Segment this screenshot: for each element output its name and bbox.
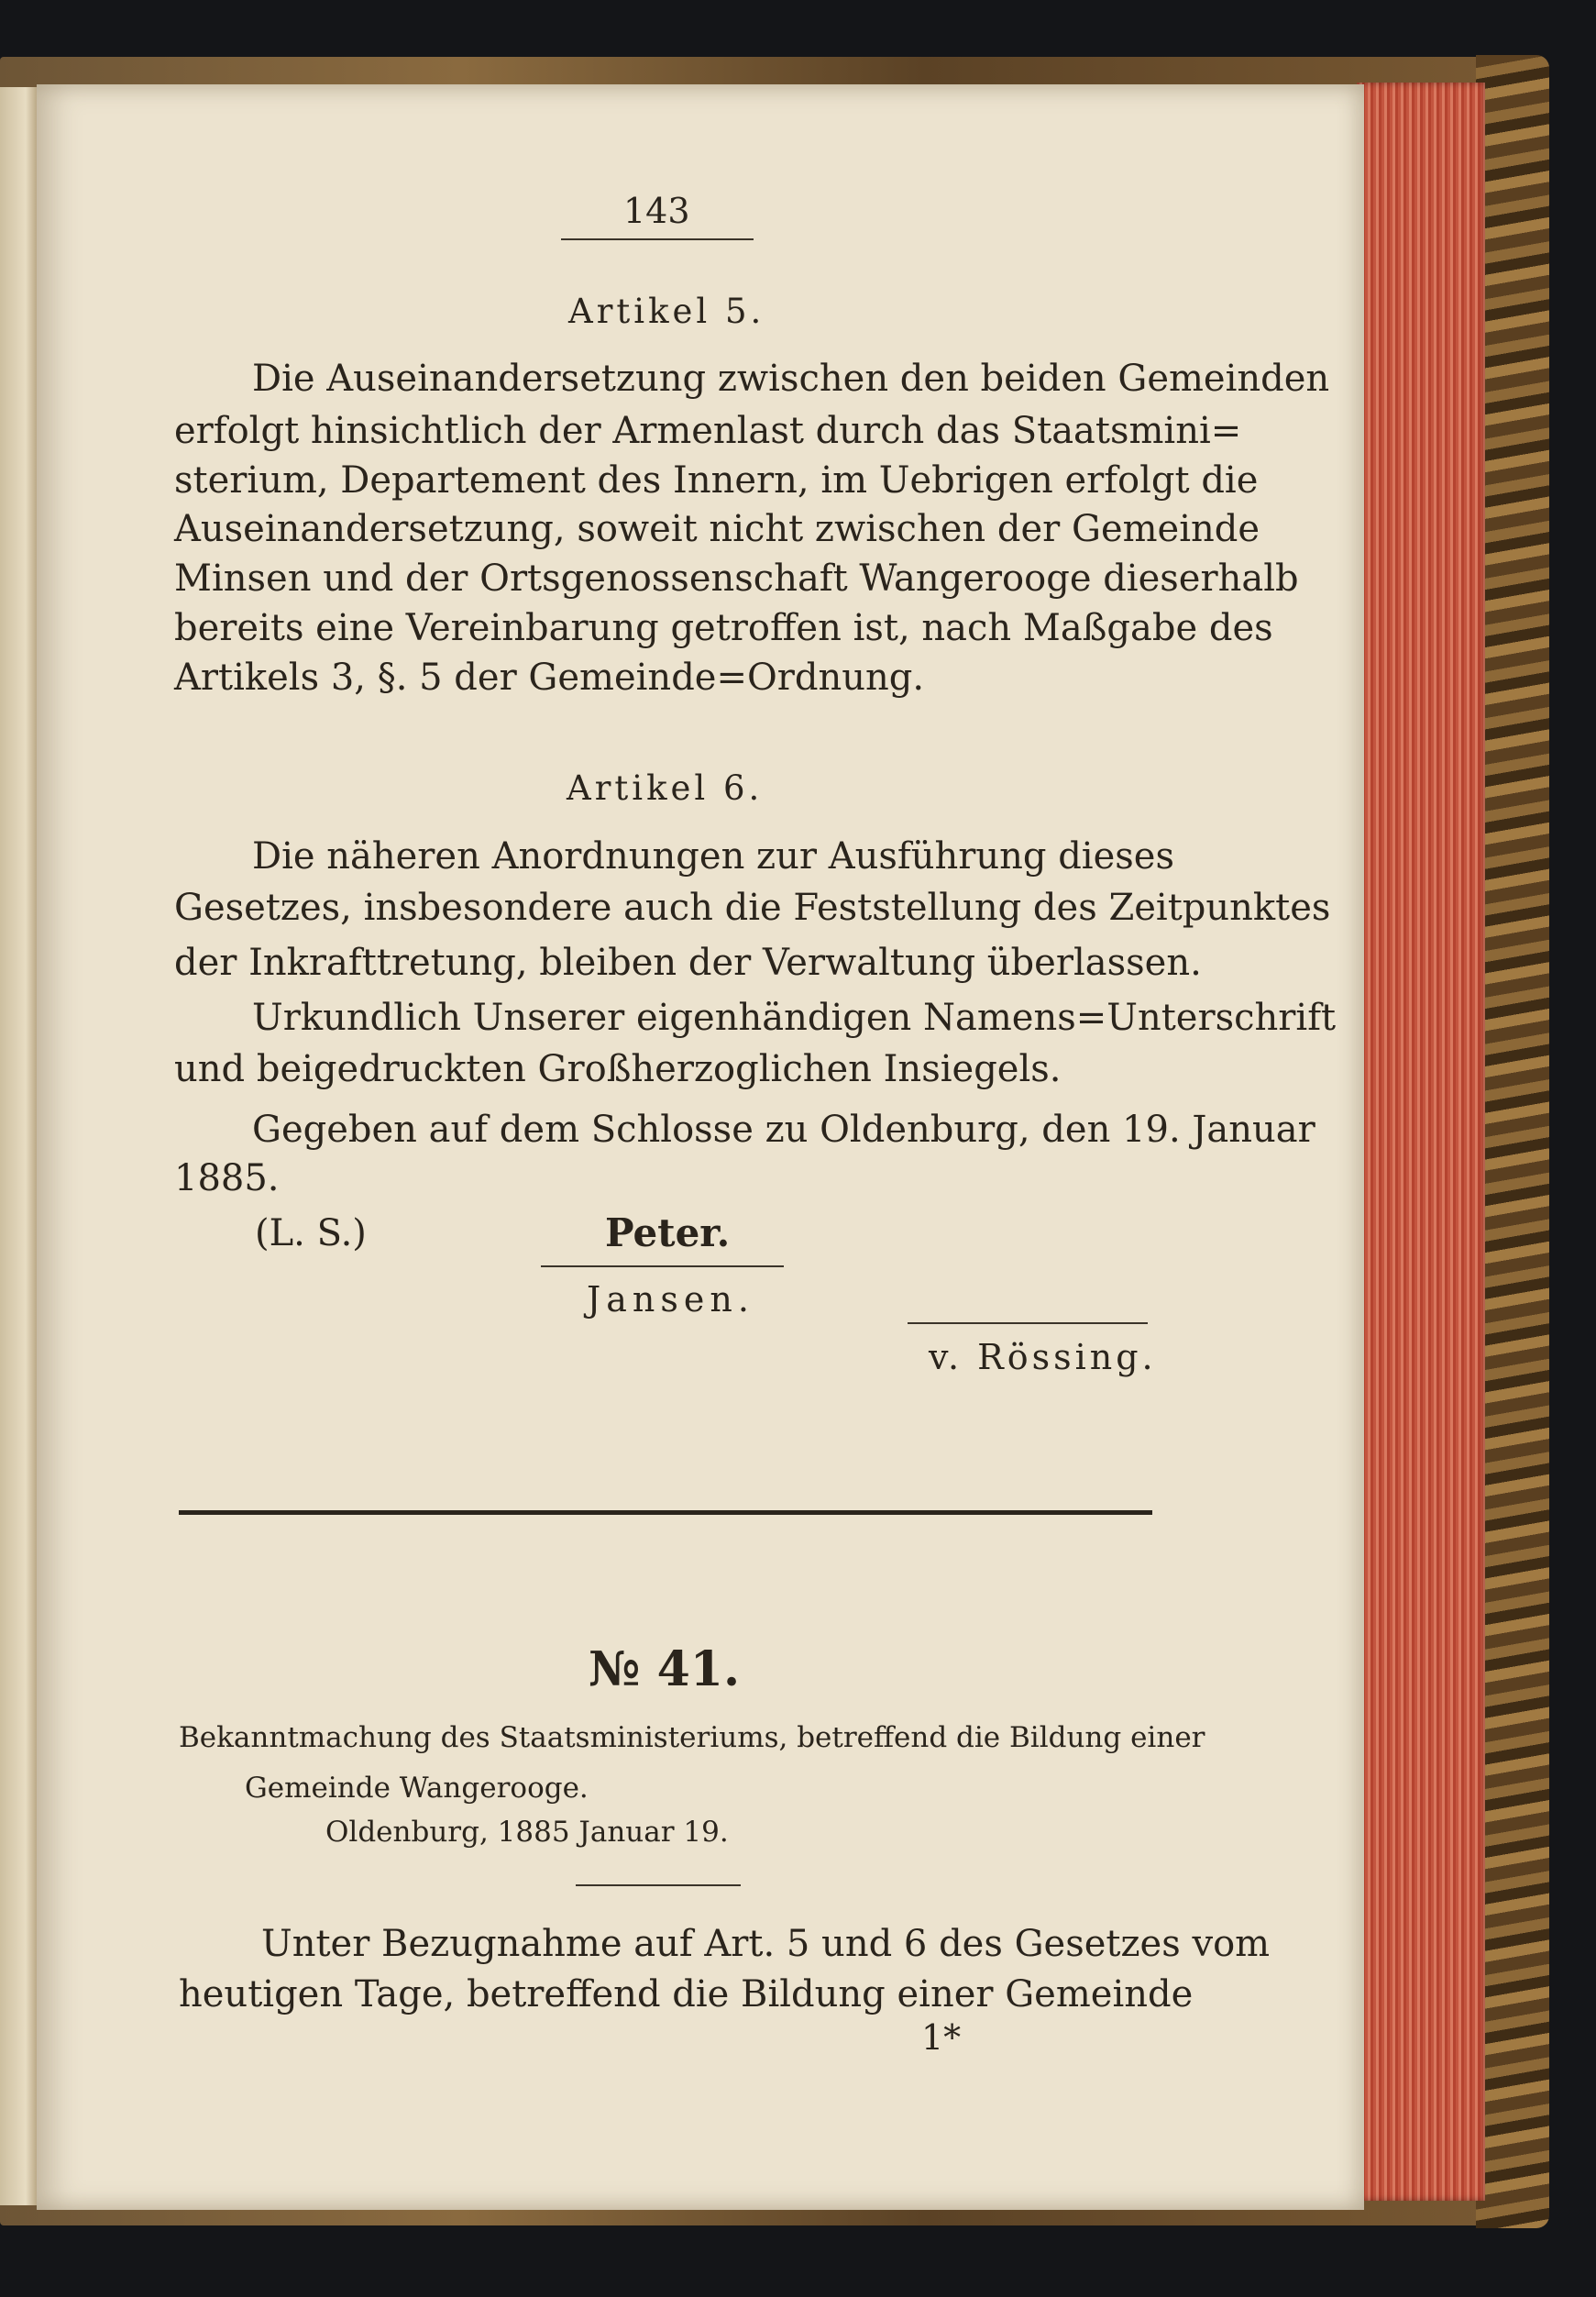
notice-title-line: Gemeinde Wangerooge.	[245, 1772, 589, 1805]
red-page-edges	[1357, 83, 1485, 2201]
dateline: Oldenburg, 1885 Januar 19.	[325, 1816, 729, 1849]
number-heading: № 41.	[589, 1641, 741, 1697]
dateline-rule	[576, 1884, 741, 1886]
artikel-5-line: Auseinandersetzung, soweit nicht zwischen der Gemeinde	[174, 508, 1260, 550]
artikel-5-line: sterium, Departement des Innern, im Uebrigen erfolgt die	[174, 459, 1259, 502]
signer-name: Peter.	[605, 1210, 731, 1255]
artikel-6-heading: Artikel 6.	[567, 768, 764, 808]
gegeben-line: 1885.	[174, 1157, 280, 1199]
countersigner-name: Jansen.	[587, 1279, 754, 1320]
previous-page-edge	[0, 87, 37, 2205]
artikel-5-heading: Artikel 5.	[568, 292, 765, 331]
countersignature-rule	[908, 1322, 1148, 1324]
artikel-6-line: der Inkrafttretung, bleiben der Verwaltung überlassen.	[174, 942, 1202, 984]
artikel-5-line: bereits eine Vereinbarung getroffen ist, nach Maßgabe des	[174, 607, 1273, 649]
marbled-cover-edge	[1476, 55, 1549, 2228]
countersigner-name: v. Rössing.	[929, 1337, 1157, 1377]
page-number-rule	[561, 238, 754, 240]
seal-mark: (L. S.)	[255, 1212, 367, 1254]
artikel-5-line: Die Auseinandersetzung zwischen den beiden Gemeinden	[252, 358, 1330, 400]
notice-title-line: Bekanntmachung des Staatsministeriums, betreffend die Bildung einer	[179, 1721, 1205, 1754]
page-number: 143	[623, 191, 690, 231]
artikel-5-line: Minsen und der Ortsgenossenschaft Wangerooge dieserhalb	[174, 558, 1299, 600]
signature-rule	[541, 1265, 784, 1267]
artikel-5-line: erfolgt hinsichtlich der Armenlast durch das Staatsmini=	[174, 410, 1242, 452]
closing-line: Unter Bezugnahme auf Art. 5 und 6 des Gesetzes vom	[261, 1923, 1271, 1965]
artikel-6-line: Gesetzes, insbesondere auch die Feststellung des Zeitpunktes	[174, 887, 1331, 929]
artikel-6-line: Die näheren Anordnungen zur Ausführung dieses	[252, 835, 1174, 878]
artikel-5-line: Artikels 3, §. 5 der Gemeinde=Ordnung.	[174, 657, 925, 699]
urkund-line: Urkundlich Unserer eigenhändigen Namens=Unterschrift	[252, 997, 1337, 1039]
printer-signature-mark: 1*	[921, 2017, 962, 2058]
closing-line: heutigen Tage, betreffend die Bildung einer Gemeinde	[179, 1973, 1194, 2015]
urkund-line: und beigedruckten Großherzoglichen Insiegels.	[174, 1048, 1062, 1090]
section-separator	[179, 1510, 1152, 1515]
gegeben-line: Gegeben auf dem Schlosse zu Oldenburg, den 19. Januar	[252, 1109, 1315, 1151]
